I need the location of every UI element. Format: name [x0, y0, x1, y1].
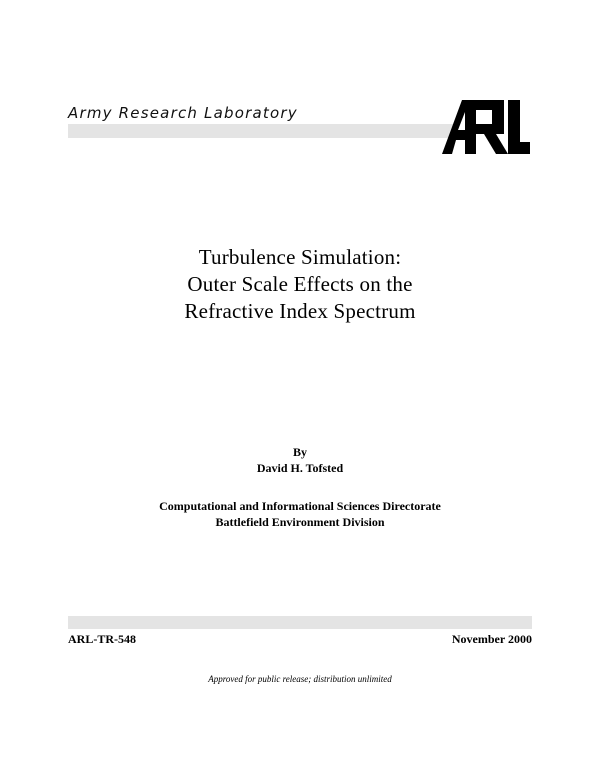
report-number: ARL-TR-548: [68, 632, 136, 646]
title-line-2: Outer Scale Effects on the: [187, 272, 413, 296]
footer-bar: [68, 616, 532, 629]
title-line-1: Turbulence Simulation:: [198, 245, 402, 269]
release-statement: Approved for public release; distribution unlimited: [208, 674, 392, 684]
division-name: Battlefield Environment Division: [215, 515, 385, 529]
report-date: November 2000: [451, 632, 532, 646]
organization-name: Army Research Laboratory: [68, 104, 298, 122]
byline: [0, 444, 600, 476]
arl-logo-icon: [442, 98, 532, 156]
author-name: David H. Tofsted: [256, 461, 344, 475]
directorate-name: Computational and Informational Sciences Directorate: [159, 499, 441, 513]
header-bar: [68, 124, 462, 138]
affiliation: [0, 498, 600, 530]
title-line-3: Refractive Index Spectrum: [184, 299, 416, 323]
report-title: [0, 244, 600, 325]
by-label: By: [292, 445, 307, 459]
